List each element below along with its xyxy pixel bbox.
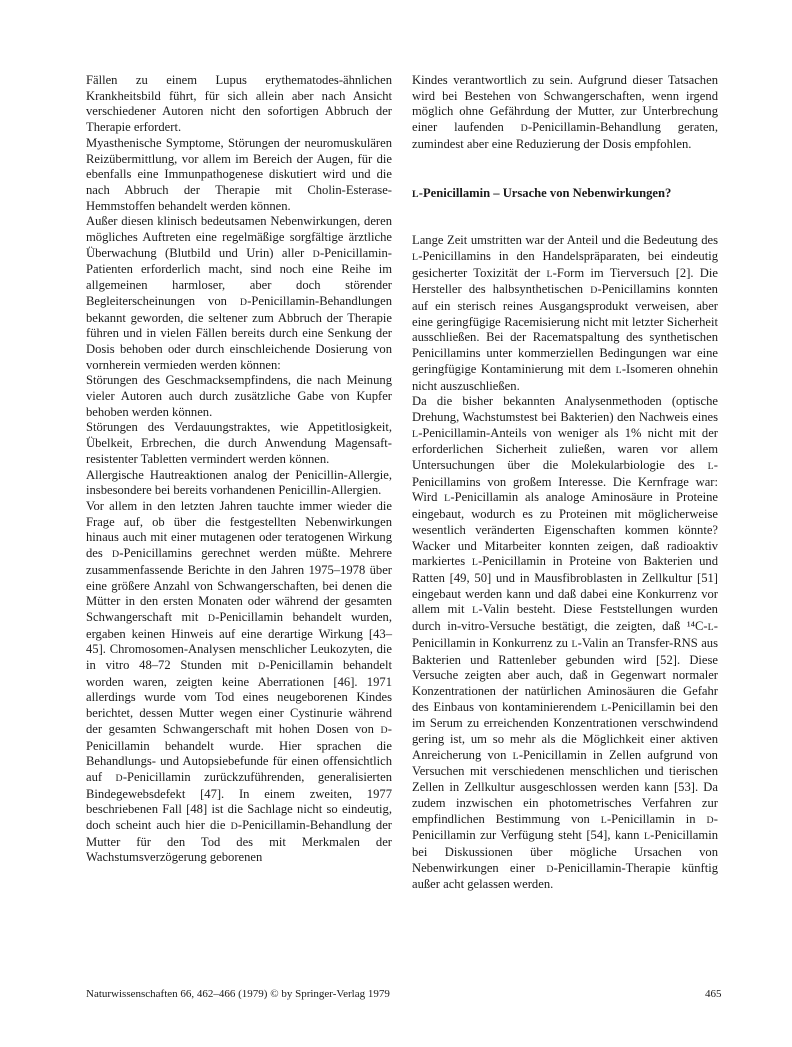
body-paragraph: Störungen des Verdauungstraktes, wie Appetitlosigkeit, Übelkeit, Erbrechen, die durch Anwendung Magensaft-resistenter Tabletten vermindert werden können. (86, 420, 392, 466)
section-heading: L-Penicillamin – Ursache von Nebenwirkungen? (412, 185, 672, 200)
body-paragraph: Allergische Hautreaktionen analog der Penicillin-Allergie, insbesondere bei bereits vorhandenen Penicillin-Allergien. (86, 467, 392, 498)
body-paragraph: Vor allem in den letzten Jahren tauchte immer wieder die Frage auf, ob über die festgestellten Nebenwirkungen hinaus auch mit einer mutagenen oder teratogenen Wirkung des D-Penicillamins gerechnet werden müßte. Mehrere zusammenfassende Berichte in den Jahren 1975–1978 über eine größere Anzahl von Schwangerschaften, bei denen die Mütter in den ersten Monaten oder während der gesamten Schwangerschaft mit D-Penicillamin behandelt wurden, ergaben keinen Hinweis auf eine derartige Wirkung [43–45]. Chromosomen-Analysen menschlicher Leukozyten, die in vitro 48–72 Stunden mit D-Penicillamin behandelt worden waren, zeigten keine Aberrationen [46]. 1971 allerdings wurde vom Tod eines neugeborenen Kindes berichtet, dessen Mutter wegen einer Cystinurie während der gesamten Schwangerschaft mit hohen Dosen von D-Penicillamin behandelt wurde. Hier sprachen die Behandlungs- und Autopsiebefunde für einen offensichtlich auf D-Penicillamin zurückzuführenden, generalisierten Bindegewebsdefekt [47]. In einem zweiten, 1977 beschriebenen Fall [48] ist die Sachlage nicht so eindeutig, doch scheint auch hier die D-Penicillamin-Behandlung der Mutter für den Tod des mit Merkmalen der Wachstumsverzögerung geborenen (86, 498, 392, 865)
footer-citation: Naturwissenschaften 66, 462–466 (1979) © by Springer-Verlag 1979 (86, 988, 390, 1000)
page-number: 465 (705, 988, 722, 1000)
left-column (86, 73, 392, 866)
body-paragraph: Fällen zu einem Lupus erythematodes-ähnlichen Krankheitsbild führt, für sich allein aber nach Ansicht verschiedener Autoren nicht den sofortigen Abbruch der Therapie erfordert. (86, 73, 392, 135)
body-paragraph: Lange Zeit umstritten war der Anteil und die Bedeutung des L-Penicillamins in den Handelspräparaten, bei eindeutig gesicherter Toxizität der L-Form im Tierversuch [2]. Die Hersteller des halbsynthetischen D-Penicillamins konnten auf ein sterisch reines Ausgangsprodukt verweisen, aber eine geringfügige Racemisierung nicht mit letzter Sicherheit ausschließen. Bei der Racematspaltung des synthetischen Penicillamins unter kommerziellen Bedingungen war eine geringfügige Kontaminierung mit dem L-Isomeren ohnehin nicht auszuschließen. (412, 233, 718, 393)
right-column (412, 73, 718, 893)
body-paragraph: Da die bisher bekannten Analysenmethoden (optische Drehung, Wachstumstest bei Bakterien) den Nachweis eines L-Penicillamin-Anteils von weniger als 1% nicht mit der erforderlichen Sicherheit zuließen, waren vor allem Untersuchungen über die Molekularbiologie des L-Penicillamins von großem Interesse. Die Kernfrage war: Wird L-Penicillamin als analoge Aminosäure in Proteine eingebaut, wodurch es zu Proteinen mit möglicherweise wesentlich veränderten Eigenschaften kommen könnte? Wacker und Mitarbeiter konnten zeigen, daß radioaktiv markiertes L-Penicillamin in Proteine von Bakterien und Ratten [49, 50] und in Mausfibroblasten in Zellkultur [51] eingebaut werden kann und daß dabei eine Konkurrenz vor allem mit L-Valin besteht. Diese Feststellungen wurden durch in-vitro-Versuche bestätigt, die zeigten, daß ¹⁴C-L-Penicillamin in Konkurrenz zu L-Valin an Transfer-RNS aus Bakterien und Rattenleber gebunden wird [52]. Diese Versuche zeigten aber auch, daß in Gegenwart normaler Konzentrationen der natürlichen Aminosäuren die Gefahr des Einbaus von kontaminierendem L-Penicillamin bei den im Serum zu erreichenden Konzentrationen verschwindend gering ist, um so mehr als die Möglichkeit einer aktiven Anreicherung von L-Penicillamin in Zellen aufgrund von Versuchen mit verschiedenen menschlichen und tierischen Zellen in Zellkultur ausgeschlossen werden kann [53]. Da zudem inzwischen ein photometrisches Verfahren zur empfindlichen Bestimmung von L-Penicillamin in D-Penicillamin zur Verfügung steht [54], kann L-Penicillamin bei Diskussionen über mögliche Ursachen von Nebenwirkungen einer D-Penicillamin-Therapie künftig außer acht gelassen werden. (412, 394, 718, 892)
body-paragraph: Störungen des Geschmacksempfindens, die nach Meinung vieler Autoren auch durch zusätzliche Gabe von Kupfer behoben werden können. (86, 373, 392, 419)
body-paragraph: Kindes verantwortlich zu sein. Aufgrund dieser Tatsachen wird bei Bestehen von Schwangerschaften, wenn irgend möglich ohne Gefährdung der Mutter, zur Unterbrechung einer laufenden D-Penicillamin-Behandlung geraten, zumindest aber eine Reduzierung der Dosis empfohlen. (412, 73, 718, 151)
body-paragraph: Myasthenische Symptome, Störungen der neuromuskulären Reizübermittlung, vor allem im Bereich der Augen, für die ebenfalls eine Immunpathogenese diskutiert wird und die nach Abbruch der Therapie mit Cholin-Esterase-Hemmstoffen behandelt werden können. (86, 135, 392, 213)
body-paragraph: Außer diesen klinisch bedeutsamen Nebenwirkungen, deren mögliches Auftreten eine regelmäßige sorgfältige ärztliche Überwachung (Blutbild und Urin) aller D-Penicillamin-Patienten erforderlich macht, sind noch eine Reihe im allgemeinen harmloser, aber doch störender Begleiterscheinungen von D-Penicillamin-Behandlungen bekannt geworden, die seltener zum Abbruch der Therapie führen und in vielen Fällen bereits durch eine Senkung der Dosis behoben oder durch einschleichende Dosierung von vornherein vermieden werden können: (86, 214, 392, 372)
